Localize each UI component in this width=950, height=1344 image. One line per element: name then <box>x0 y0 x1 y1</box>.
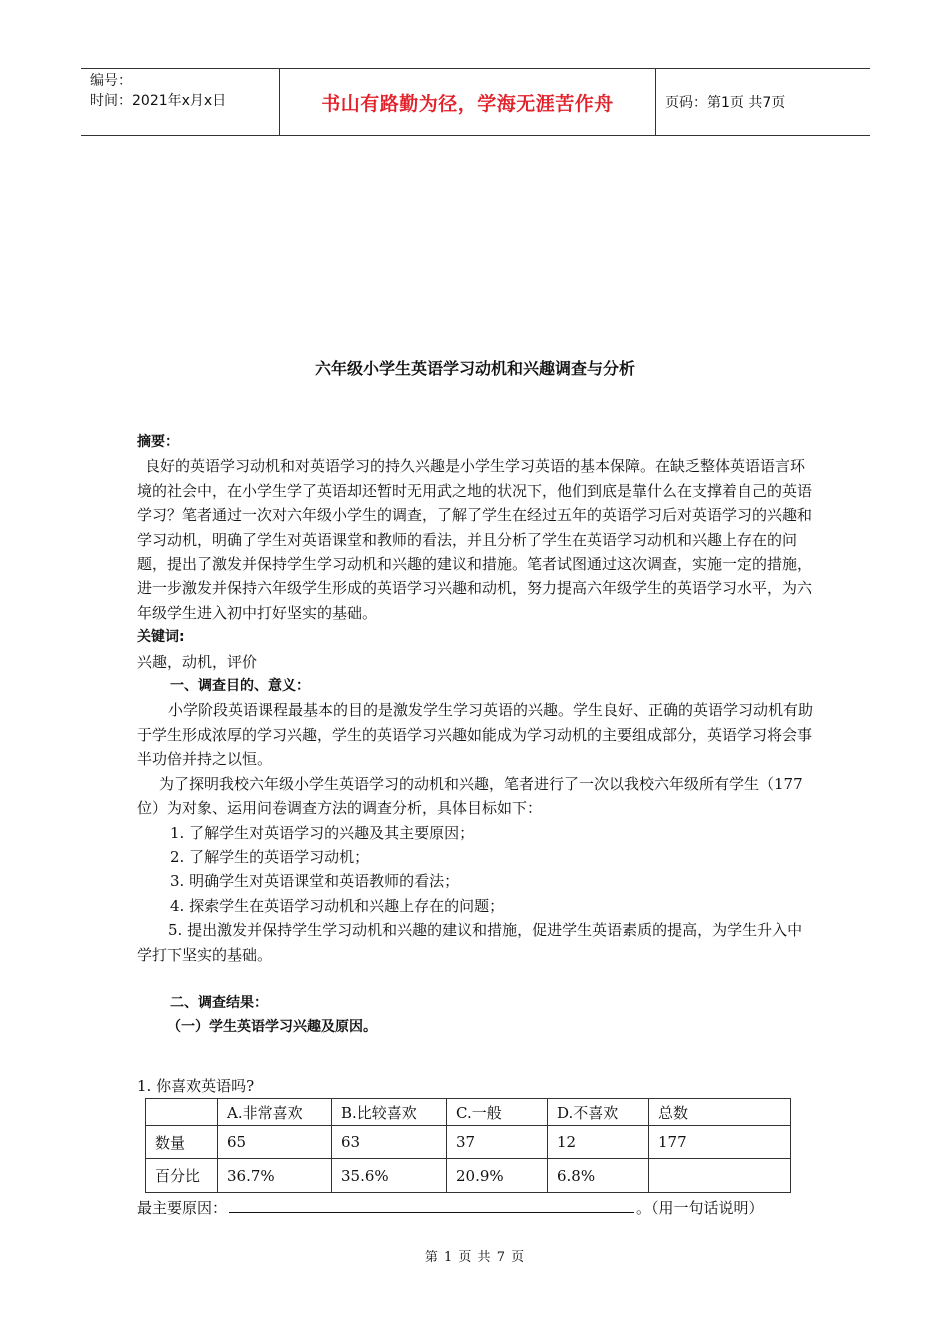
page-header <box>81 68 870 136</box>
goal-item: 4. 探索学生在英语学习动机和兴趣上存在的问题； <box>170 896 505 915</box>
section1-heading: 一、调查目的、意义： <box>170 678 310 695</box>
section2-heading: 二、调查结果： <box>170 994 268 1011</box>
table-cell: 36.7% <box>218 1159 332 1193</box>
table-cell <box>649 1159 791 1193</box>
table-cell: 总数 <box>649 1099 791 1126</box>
document-title: 六年级小学生英语学习动机和兴趣调查与分析 <box>314 359 635 378</box>
table-cell: 35.6% <box>332 1159 447 1193</box>
table-cell: D.不喜欢 <box>548 1099 649 1126</box>
table-row <box>146 1126 791 1159</box>
section2-subheading: （一）学生英语学习兴趣及原因。 <box>167 1019 377 1036</box>
reason-blank <box>229 1198 634 1213</box>
abstract-heading: 摘要： <box>137 434 179 450</box>
keywords-text: 兴趣，动机，评价 <box>137 652 258 671</box>
header-motto: 书山有路勤为径，学海无涯苦作舟 <box>280 69 656 135</box>
reason-tail: 。（用一句话说明） <box>636 1199 764 1217</box>
table-row <box>146 1159 791 1193</box>
goal-item: 1. 了解学生对英语学习的兴趣及其主要原因； <box>170 823 475 842</box>
table-cell: 37 <box>447 1126 548 1159</box>
table-cell: 6.8% <box>548 1159 649 1193</box>
table-cell: A.非常喜欢 <box>218 1099 332 1126</box>
document-body <box>137 430 814 1040</box>
table-cell: 65 <box>218 1126 332 1159</box>
goal-item: 5. 提出激发并保持学生学习动机和兴趣的建议和措施，促进学生英语素质的提高，为学生升入中学打下坚实的基础。 <box>137 921 803 964</box>
table-header-row <box>146 1099 791 1126</box>
reason-line <box>137 1197 764 1218</box>
abstract-text: 良好的英语学习动机和对英语学习的持久兴趣是小学生学习英语的基本保障。在缺乏整体英语语言环境的社会中，在小学生学了英语却还暂时无用武之地的状况下，他们到底是靠什么在支撑着自己的英语学习？笔者通过一次对六年级小学生的调查，了解了学生在经过五年的英语学习后对英语学习的兴趣和学习动机，明确了学生对英语课堂和教师的看法，并且分析了学生在英语学习动机和兴趣上存在的问题，提出了激发并保持学生学习动机和兴趣的建议和措施。笔者试图通过这次调查，实施一定的措施，进一步激发并保持六年级学生形成的英语学习兴趣和动机，努力提高六年级学生的英语学习水平，为六年级学生进入初中打好坚实的基础。 <box>137 457 813 622</box>
number-label: 编号： <box>90 73 132 89</box>
section1-para1: 小学阶段英语课程最基本的目的是激发学生学习英语的兴趣。学生良好、正确的英语学习动机有助于学生形成浓厚的学习兴趣，学生的英语学习兴趣如能成为学习动机的主要组成部分，英语学习将会事半功倍并持之以恒。 <box>137 701 814 769</box>
table-cell: 63 <box>332 1126 447 1159</box>
page-footer: 第 1 页 共 7 页 <box>424 1250 526 1265</box>
survey-table <box>145 1098 791 1193</box>
table-cell: 12 <box>548 1126 649 1159</box>
section1-para2: 为了探明我校六年级小学生英语学习的动机和兴趣，笔者进行了一次以我校六年级所有学生（177位）为对象、运用问卷调查方法的调查分析，具体目标如下： <box>137 774 803 818</box>
table-cell <box>146 1099 218 1126</box>
header-meta <box>81 69 280 135</box>
reason-label: 最主要原因： <box>137 1199 228 1217</box>
goal-item: 2. 了解学生的英语学习动机； <box>170 847 370 866</box>
page-indicator: 页码：第1页 共7页 <box>665 95 786 111</box>
question-1: 1. 你喜欢英语吗? <box>137 1077 255 1095</box>
table-cell: C.一般 <box>447 1099 548 1126</box>
keywords-heading: 关键词: <box>137 629 185 646</box>
table-cell: 177 <box>649 1126 791 1159</box>
table-cell: 数量 <box>146 1126 218 1159</box>
table-cell: 20.9% <box>447 1159 548 1193</box>
goal-item: 3. 明确学生对英语课堂和英语教师的看法； <box>170 872 460 891</box>
table-cell: B.比较喜欢 <box>332 1099 447 1126</box>
table-cell: 百分比 <box>146 1159 218 1193</box>
time-label: 时间：2021年x月x日 <box>90 93 227 109</box>
